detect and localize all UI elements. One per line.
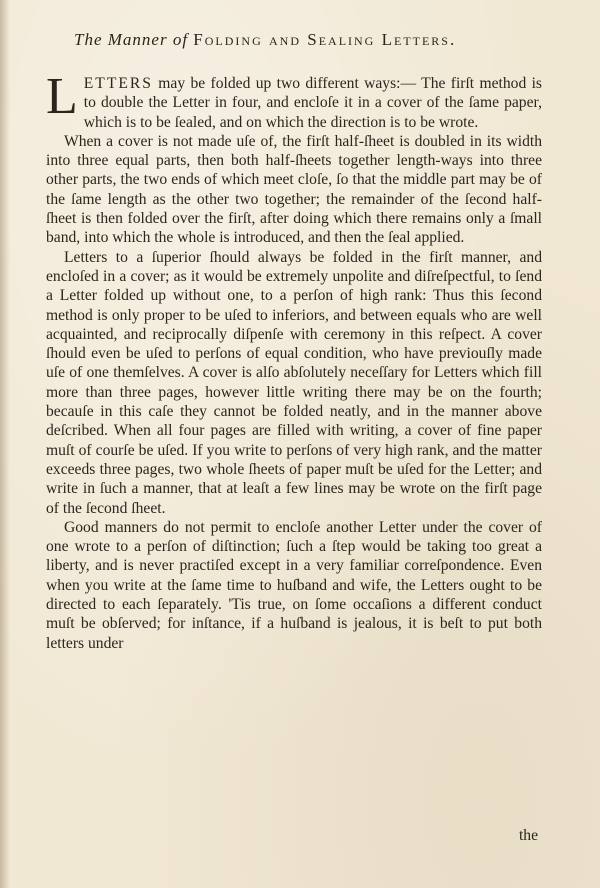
paragraph-1 (46, 68, 542, 132)
page-body (46, 68, 542, 653)
paragraph-4 (46, 518, 542, 653)
paragraph-3 (46, 248, 542, 518)
lead-caps: ETTERS (83, 75, 153, 92)
paragraph-4-text: Good manners do not permit to encloſe another Letter under the cover of one wrote to a perſon of diſtinction; ſuch a ſtep would be taking too great a liberty, and is never practiſed except in a very familiar correſpondence. Even when you write at the ſame time to huſband and wife, the Letters ought to be directed to each ſeparately. 'Tis true, on ſome occaſions a different conduct muſt be obſerved; for inſtance, if a huſband is jealous, it is beſt to put both letters under (46, 518, 542, 652)
paragraph-2 (46, 132, 542, 248)
running-header (74, 30, 534, 50)
drop-cap: L (46, 68, 78, 125)
paragraph-2-text: When a cover is not made uſe of, the firſt half-ſheet is doubled in its width into three equal parts, then both half-ſheets together length-ways into three other parts, the two ends of which meet cloſe, ſo that the middle part may be of the ſame length as the other two together; the remainder of the ſecond half-ſheet is then folded over the firſt, after doing which there remains only a ſmall band, into which the whole is introduced, and then the ſeal applied. (46, 132, 542, 247)
paragraph-1-text: may be folded up two different ways:— The firſt method is to double the Letter in four, and encloſe it in a cover of the ſame paper, which is to be ſealed, and on which the direction is to be wrote. (83, 75, 542, 131)
header-small-caps: Folding and Sealing Letters. (193, 30, 457, 49)
catchword: the (518, 827, 538, 844)
header-italic: The Manner of (74, 30, 189, 49)
paragraph-3-text: Letters to a ſuperior ſhould always be folded in the firſt manner, and encloſed in a cover; as it would be extremely unpolite and diſreſpectful, to ſend a Letter folded up without one, to a perſon of high rank: Thus this ſecond method is only proper to be uſed to inferiors, and between equals who are well acquainted, and reciprocally diſpenſe with ceremony in this reſpect. A cover ſhould even be uſed to perſons of equal condition, who have previouſly made uſe of one themſelves. A cover is alſo abſolutely neceſſary for Letters which fill more than three pages, however little writing there may be on the fourth; becauſe in this caſe they cannot be folded neatly, and in the manner above deſcribed. When all four pages are filled with writing, a cover of fine paper muſt of courſe be uſed. If you write to perſons of very high rank, and the matter exceeds three pages, two whole ſheets of paper muſt be uſed for the Letter; and write in ſuch a manner, that at leaſt a few lines may be wrote on the firſt page of the ſecond ſheet. (46, 248, 542, 517)
